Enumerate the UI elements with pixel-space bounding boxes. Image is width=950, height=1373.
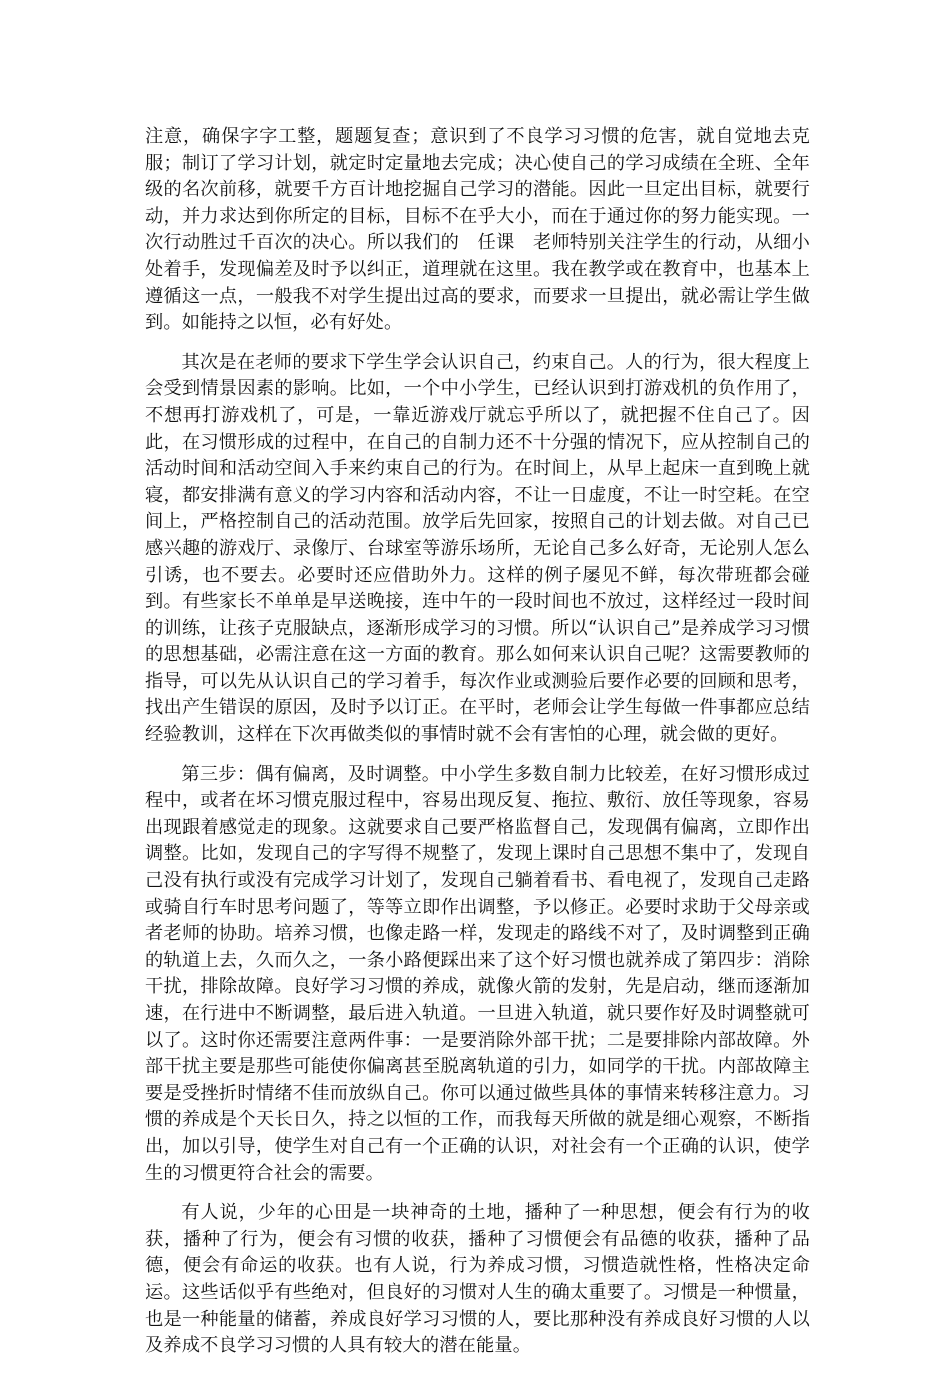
document-body — [145, 124, 810, 1373]
paragraph-self-awareness: 其次是在老师的要求下学生学会认识自己，约束自己。人的行为，很大程度上会受到情景因素的影响。比如，一个中小学生，已经认识到打游戏机的负作用了，不想再打游戏机了，可是，一靠近游戏厅就忘乎所以了，就把握不住自己了。因此，在习惯形成的过程中，在自己的自制力还不十分强的情况下，应从控制自己的活动时间和活动空间入手来约束自己的行为。在时间上，从早上起床一直到晚上就寝，都安排满有意义的学习内容和活动内容，不让一日虚度，不让一时空耗。在空间上，严格控制自己的活动范围。放学后先回家，按照自己的计划去做。对自己已感兴趣的游戏厅、录像厅、台球室等游乐场所，无论自己多么好奇，无论别人怎么引诱，也不要去。必要时还应借助外力。这样的例子屡见不鲜，每次带班都会碰到。有些家长不单单是早送晚接，连中午的一段时间也不放过，这样经过一段时间的训练，让孩子克服缺点，逐渐形成学习的习惯。所以“认识自己”是养成学习习惯的思想基础，必需注意在这一方面的教育。那么如何来认识自己呢？这需要教师的指导，可以先从认识自己的学习着手，每次作业或测验后要作必要的回顾和思考，找出产生错误的原因，及时予以订正。在平时，老师会让学生每做一件事都应总结经验教训，这样在下次再做类似的事情时就不会有害怕的心理，就会做的更好。 — [145, 351, 810, 746]
paragraph-conclusion: 有人说，少年的心田是一块神奇的土地，播种了一种思想，便会有行为的收获，播种了行为，便会有习惯的收获，播种了习惯便会有品德的收获，播种了品德，便会有命运的收获。也有人说，行为养成习惯，习惯造就性格，性格决定命运。这些话似乎有些绝对，但良好的习惯对人生的确太重要了。习惯是一种惯量，也是一种能量的储蓄，养成良好学习习惯的人，要比那种没有养成良好习惯的人以及养成不良学习习惯的人具有较大的潜在能量。 — [145, 1202, 810, 1357]
paragraph-continuation: 注意，确保字字工整，题题复查；意识到了不良学习习惯的危害，就自觉地去克服；制订了学习计划，就定时定量地去完成；决心使自己的学习成绩在全班、全年级的名次前移，就要千方百计地挖掘自己学习的潜能。因此一旦定出目标，就要行动，并力求达到你所定的目标，目标不在乎大小，而在于通过你的努力能实现。一次行动胜过千百次的决心。所以我们的 任课 老师特别关注学生的行动，从细小处着手，发现偏差及时予以纠正，道理就在这里。我在教学或在教育中，也基本上遵循这一点，一般我不对学生提出过高的要求，而要求一旦提出，就必需让学生做到。如能持之以恒，必有好处。 — [145, 126, 810, 334]
paragraph-step-three: 第三步：偶有偏离，及时调整。中小学生多数自制力比较差，在好习惯形成过程中，或者在坏习惯克服过程中，容易出现反复、拖拉、敷衍、放任等现象，容易出现跟着感觉走的现象。这就要求自己要严格监督自己，发现偶有偏离，立即作出调整。比如，发现自己的字写得不规整了，发现上课时自己思想不集中了，发现自己没有执行或没有完成学习计划了，发现自己躺着看书、看电视了，发现自己走路或骑自行车时思考问题了，等等立即作出调整，予以修正。必要时求助于父母亲或者老师的协助。培养习惯，也像走路一样，发现走的路线不对了，及时调整到正确的轨道上去，久而久之，一条小路便踩出来了这个好习惯也就养成了第四步：消除干扰，排除故障。良好学习习惯的养成，就像火箭的发射，先是启动，继而逐渐加速，在行进中不断调整，最后进入轨道。一旦进入轨道，就只要作好及时调整就可以了。这时你还需要注意两件事：一是要消除外部干扰；二是要排除内部故障。外部干扰主要是那些可能使你偏离甚至脱离轨道的引力，如同学的干扰。内部故障主要是受挫折时情绪不佳而放纵自己。你可以通过做些具体的事情来转移注意力。习惯的养成是个天长日久，持之以恒的工作，而我每天所做的就是细心观察，不断指出，加以引导，使学生对自己有一个正确的认识，对社会有一个正确的认识，使学生的习惯更符合社会的需要。 — [145, 763, 810, 1184]
